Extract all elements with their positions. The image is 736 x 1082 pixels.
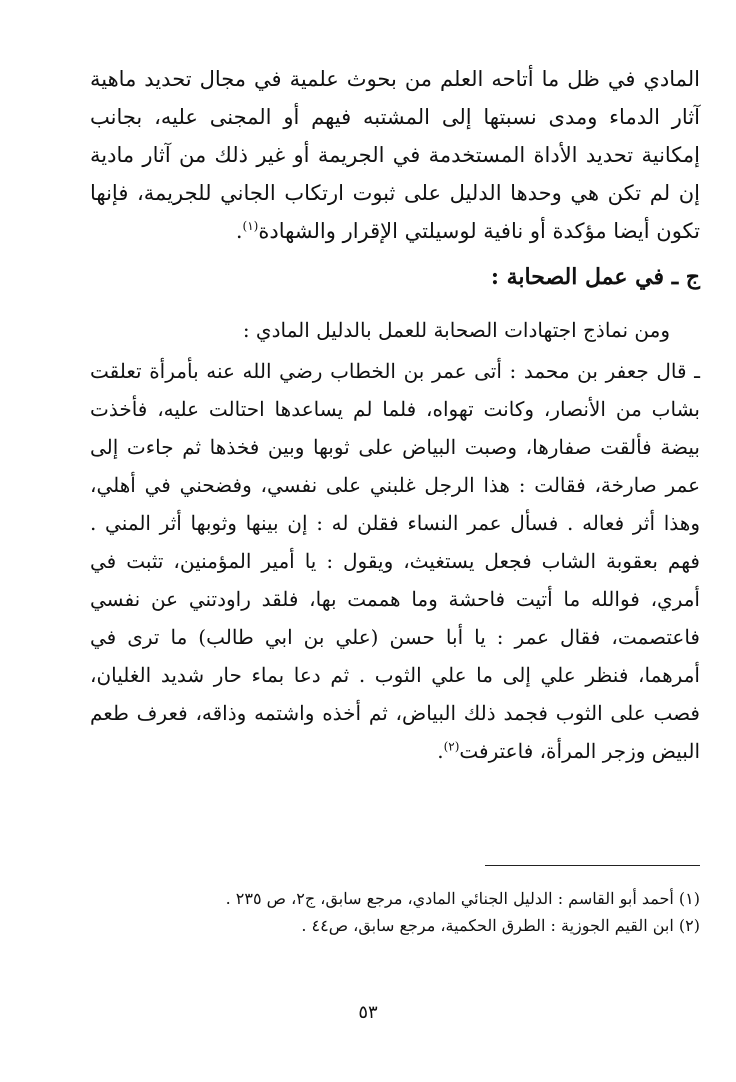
section-heading: ج ـ في عمل الصحابة : [490, 264, 700, 290]
main-text [90, 60, 700, 770]
footnotes [110, 885, 700, 939]
page-number: ٥٣ [358, 1002, 378, 1023]
story-text: ـ قال جعفر بن محمد : أتى عمر بن الخطاب رضي الله عنه بأمرأة تعلقت بشاب من الأنصار، وكانت تهواه، فلما لم يساعدها احتالت عليه، فأخذت بيضة فألقت صفارها، وصبت البياض على ثوبها وبين فخذها ثم جاءت إلى عمر صارخة، فقالت : هذا الرجل غلبني على نفسي، وفضحني في أهلي، وهذا أثر فعاله . فسأل عمر النساء فقلن له : إن بينها وثوبها أثر المني . فهم بعقوبة الشاب فجعل يستغيث، ويقول : يا أمير المؤمنين، تثبت في أمري، فوالله ما أتيت فاحشة وما هممت بها، فلقد راودتني عن نفسي فاعتصمت، فقال عمر : يا أبا حسن (علي بن ابي طالب) ما ترى في أمرهما، فنظر علي إلى ما علي الثوب . ثم دعا بماء حار شديد الغليان، فصب على الثوب فجمد ذلك البياض، ثم أخذه واشتمه وذاقه، فعرف طعم البيض وزجر المرأة، فاعترفت [90, 359, 700, 763]
story-end: . [437, 739, 444, 763]
footnote-divider [485, 865, 700, 866]
intro-line: ومن نماذج اجتهادات الصحابة للعمل بالدليل المادي : [242, 318, 670, 342]
footnote-1: (١) أحمد أبو القاسم : الدليل الجنائي المادي، مرجع سابق، ج٢، ص ٢٣٥ . [225, 889, 700, 908]
footnote-2: (٢) ابن القيم الجوزية : الطرق الحكمية، مرجع سابق، ص٤٤ . [301, 916, 700, 935]
paragraph-material-evidence [90, 60, 700, 250]
footnote-ref-2: (٢) [443, 739, 460, 754]
story-paragraph [90, 352, 700, 770]
paragraph-text: المادي في ظل ما أتاحه العلم من بحوث علمية في مجال تحديد ماهية آثار الدماء ومدى نسبتها إلى المشتبه فيهم أو المجنى عليه، بجانب إمكانية تحديد الأداة المستخدمة في الجريمة أو غير ذلك من آثار مادية إن لم تكن هي وحدها الدليل على ثبوت ارتكاب الجاني للجريمة، فإنها تكون أيضا مؤكدة أو نافية لوسيلتي الإقرار والشهادة [90, 67, 700, 243]
paragraph-end: . [235, 219, 243, 243]
footnote-ref-1: (١) [242, 219, 259, 233]
